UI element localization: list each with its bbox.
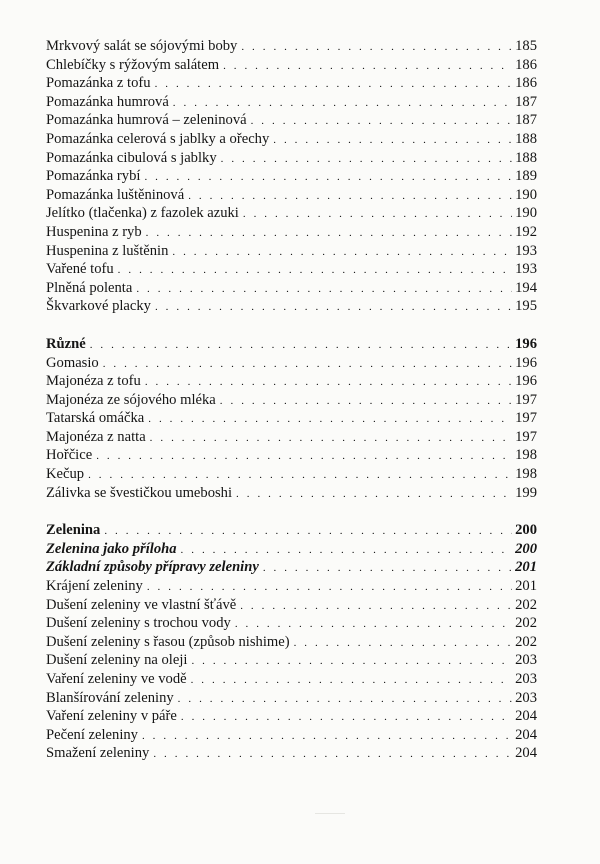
- dot-leader: [153, 745, 512, 764]
- toc-page-number: 204: [515, 708, 537, 725]
- toc-entry-title: Majonéza z natta: [46, 428, 146, 445]
- toc-page-number: 187: [515, 112, 537, 129]
- toc-page-number: 186: [515, 56, 537, 73]
- toc-page-number: 196: [515, 335, 537, 352]
- toc-page-number: 196: [515, 373, 537, 390]
- toc-page-number: 193: [515, 242, 537, 259]
- toc-entry: [46, 186, 537, 205]
- dot-leader: [223, 57, 512, 76]
- toc-section-heading: [46, 521, 537, 540]
- page-rule: [315, 813, 345, 814]
- toc-entry-title: Vaření zeleniny ve vodě: [46, 671, 187, 687]
- dot-leader: [148, 410, 512, 429]
- toc-page-number: 190: [515, 205, 537, 222]
- dot-leader: [90, 336, 512, 355]
- toc-entry: [46, 56, 537, 75]
- toc-entry-title: Zelenina jako příloha: [46, 540, 177, 557]
- toc-entry-title: Gomasio: [46, 354, 99, 371]
- toc-entry-title: Vaření zeleniny v páře: [46, 708, 177, 725]
- toc-page-number: 196: [515, 354, 537, 371]
- dot-leader: [243, 205, 512, 224]
- toc-entry: [46, 354, 537, 373]
- toc-page-number: 198: [515, 447, 537, 464]
- toc-entry: [46, 74, 537, 93]
- toc-page-number: 202: [515, 633, 537, 650]
- toc-entry-title: Vařené tofu: [46, 261, 114, 278]
- dot-leader: [251, 112, 513, 131]
- table-of-contents: [46, 37, 537, 763]
- dot-leader: [103, 355, 512, 374]
- dot-leader: [294, 634, 513, 653]
- dot-leader: [146, 224, 512, 243]
- toc-entry: [46, 614, 537, 633]
- toc-entry: [46, 707, 537, 726]
- toc-entry: [46, 93, 537, 112]
- toc-subsection: [46, 540, 537, 559]
- toc-page-number: 200: [515, 522, 537, 539]
- toc-entry: [46, 689, 537, 708]
- toc-entry-title: Různé: [46, 335, 86, 352]
- toc-entry-title: Smažení zeleniny: [46, 745, 150, 762]
- toc-page-number: 192: [515, 223, 537, 240]
- toc-entry: [46, 484, 537, 503]
- dot-leader: [136, 280, 512, 299]
- dot-leader: [104, 522, 512, 541]
- dot-leader: [155, 298, 512, 317]
- toc-entry: [46, 428, 537, 447]
- toc-page-number: 188: [515, 130, 537, 147]
- toc-entry-title: Pomazánka humrová: [46, 93, 169, 110]
- dot-leader: [145, 373, 512, 392]
- toc-entry: [46, 260, 537, 279]
- toc-page-number: 195: [515, 298, 537, 315]
- toc-entry: [46, 670, 537, 689]
- toc-entry-title: Zelenina: [46, 522, 101, 539]
- dot-leader: [188, 187, 512, 206]
- toc-page-number: 202: [515, 615, 537, 632]
- toc-entry-title: Základní způsoby přípravy zeleniny: [46, 559, 259, 576]
- dot-leader: [240, 597, 512, 616]
- toc-page-number: 201: [515, 578, 537, 595]
- toc-page-number: 194: [515, 279, 537, 296]
- toc-entry-title: Dušení zeleniny s řasou (způsob nishime): [46, 633, 290, 650]
- dot-leader: [118, 261, 512, 280]
- toc-group: [46, 521, 537, 763]
- toc-section-heading: [46, 335, 537, 354]
- toc-entry-title: Dušení zeleniny ve vlastní šťávě: [46, 596, 237, 613]
- toc-entry-title: Majonéza ze sójového mléka: [46, 391, 216, 408]
- toc-page-number: 200: [515, 540, 537, 557]
- toc-entry: [46, 391, 537, 410]
- toc-entry: [46, 223, 537, 242]
- dot-leader: [147, 578, 512, 597]
- toc-entry-title: Pomazánka rybí: [46, 168, 141, 185]
- toc-page-number: 185: [515, 38, 537, 54]
- toc-page-number: 202: [515, 596, 537, 613]
- toc-entry: [46, 633, 537, 652]
- toc-page-number: 188: [515, 149, 537, 166]
- toc-entry: [46, 744, 537, 763]
- dot-leader: [191, 671, 513, 690]
- dot-leader: [172, 243, 512, 262]
- toc-entry: [46, 279, 537, 298]
- toc-entry: [46, 651, 537, 670]
- toc-page-number: 199: [515, 484, 537, 501]
- toc-page-number: 197: [515, 428, 537, 445]
- toc-page-number: 189: [515, 168, 537, 185]
- toc-entry-title: Jelítko (tlačenka) z fazolek azuki: [46, 205, 239, 222]
- toc-group: [46, 37, 537, 316]
- dot-leader: [191, 652, 512, 671]
- toc-page-number: 197: [515, 391, 537, 408]
- toc-page-number: 203: [515, 652, 537, 669]
- toc-entry-title: Pomazánka z tofu: [46, 75, 151, 92]
- toc-page-number: 190: [515, 186, 537, 203]
- toc-entry-title: Dušení zeleniny s trochou vody: [46, 615, 231, 632]
- toc-entry-title: Plněná polenta: [46, 279, 133, 296]
- dot-leader: [263, 559, 512, 578]
- dot-leader: [142, 727, 512, 746]
- toc-entry-title: Hořčice: [46, 447, 93, 464]
- toc-entry-title: Kečup: [46, 466, 85, 483]
- dot-leader: [221, 150, 512, 169]
- toc-subsection: [46, 558, 537, 577]
- toc-entry: [46, 577, 537, 596]
- toc-entry-title: Chlebíčky s rýžovým salátem: [46, 56, 220, 73]
- dot-leader: [220, 392, 512, 411]
- toc-entry: [46, 204, 537, 223]
- toc-entry-title: Dušení zeleniny na oleji: [46, 652, 188, 669]
- toc-entry-title: Tatarská omáčka: [46, 410, 145, 427]
- toc-page-number: 197: [515, 410, 537, 427]
- toc-entry: [46, 149, 537, 168]
- toc-entry-title: Pomazánka humrová – zeleninová: [46, 112, 247, 129]
- toc-entry-title: Majonéza z tofu: [46, 373, 141, 390]
- toc-entry: [46, 167, 537, 186]
- dot-leader: [181, 541, 513, 560]
- toc-entry-title: Huspenina z luštěnin: [46, 242, 169, 259]
- dot-leader: [173, 94, 512, 113]
- toc-entry: [46, 242, 537, 261]
- toc-entry-title: Pomazánka luštěninová: [46, 186, 185, 203]
- dot-leader: [144, 168, 512, 187]
- toc-page-number: 204: [515, 745, 537, 762]
- toc-page-number: 204: [515, 726, 537, 743]
- toc-page-number: 201: [515, 559, 537, 576]
- toc-entry: [46, 446, 537, 465]
- toc-entry: [46, 372, 537, 391]
- toc-entry: [46, 409, 537, 428]
- dot-leader: [236, 485, 512, 504]
- toc-entry: [46, 726, 537, 745]
- toc-page-number: 186: [515, 75, 537, 92]
- dot-leader: [155, 75, 513, 94]
- toc-entry-title: Krájení zeleniny: [46, 578, 143, 595]
- dot-leader: [88, 466, 512, 485]
- toc-page-number: 187: [515, 93, 537, 110]
- toc-entry: [46, 297, 537, 316]
- dot-leader: [241, 38, 512, 57]
- toc-entry: [46, 596, 537, 615]
- toc-entry: [46, 130, 537, 149]
- toc-entry-title: Blanšírování zeleniny: [46, 689, 174, 706]
- toc-page-number: 198: [515, 466, 537, 483]
- toc-group: [46, 335, 537, 502]
- toc-page-number: 193: [515, 261, 537, 278]
- toc-entry-title: Pomazánka cibulová s jablky: [46, 149, 217, 166]
- toc-entry: [46, 37, 537, 56]
- dot-leader: [150, 429, 512, 448]
- dot-leader: [235, 615, 512, 634]
- dot-leader: [96, 447, 512, 466]
- toc-entry-title: Huspenina z ryb: [46, 223, 142, 240]
- toc-entry: [46, 465, 537, 484]
- dot-leader: [181, 708, 512, 727]
- dot-leader: [273, 131, 512, 150]
- toc-entry-title: Pomazánka celerová s jablky a ořechy: [46, 130, 270, 147]
- toc-entry-title: Škvarkové placky: [46, 298, 151, 315]
- toc-page-number: 203: [515, 689, 537, 706]
- toc-entry: [46, 111, 537, 130]
- toc-page-number: 203: [515, 671, 537, 687]
- toc-entry-title: Zálivka se švestičkou umeboshi: [46, 484, 233, 501]
- toc-entry-title: Pečení zeleniny: [46, 726, 138, 743]
- dot-leader: [178, 690, 512, 709]
- toc-entry-title: Mrkvový salát se sójovými boby: [46, 38, 238, 54]
